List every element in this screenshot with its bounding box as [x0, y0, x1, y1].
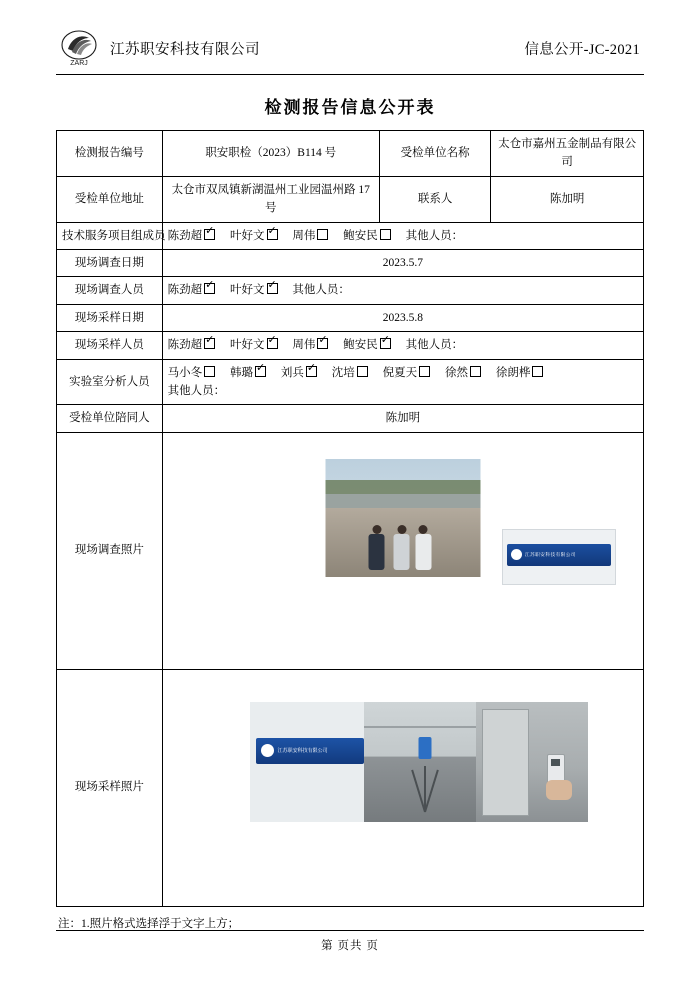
checkbox-icon[interactable]	[267, 283, 278, 294]
lab-staff-member	[281, 364, 319, 382]
checkbox-icon[interactable]	[267, 338, 278, 349]
sampling-staff-name: 叶好文	[230, 339, 265, 352]
checkbox-icon[interactable]	[357, 366, 368, 377]
sampling-photo-handheld	[476, 702, 588, 822]
page-footer	[56, 930, 644, 953]
sampling-photo-label: 现场采样照片	[57, 669, 163, 906]
checkbox-icon[interactable]	[380, 338, 391, 349]
sampling-photo-banner	[250, 702, 370, 822]
checkbox-icon[interactable]	[317, 229, 328, 240]
company-banner	[256, 738, 364, 764]
checkbox-icon[interactable]	[532, 366, 543, 377]
table-row	[57, 432, 644, 669]
survey-photo-group	[168, 437, 638, 665]
lab-staff-cell	[162, 359, 643, 405]
checkbox-icon[interactable]	[380, 229, 391, 240]
sampling-staff-name: 鲍安民	[343, 339, 378, 352]
lab-staff-member	[332, 364, 370, 382]
company-logo-icon	[56, 28, 102, 68]
lab-staff-name: 马小冬	[167, 366, 203, 379]
checkbox-icon[interactable]	[419, 366, 430, 377]
svg-text:ZARJ: ZARJ	[70, 60, 88, 67]
photo-person	[394, 525, 410, 570]
survey-staff-label: 现场调查人员	[57, 277, 163, 304]
client-name-label: 受检单位名称	[379, 131, 491, 177]
sampling-staff-member	[168, 336, 218, 354]
survey-date-label: 现场调查日期	[57, 249, 163, 276]
photo-person	[369, 525, 385, 570]
table-row	[57, 669, 644, 906]
photo-person	[415, 525, 431, 570]
survey-photo-label: 现场调查照片	[57, 432, 163, 669]
page-number: 第 页共 页	[321, 940, 379, 952]
checkbox-icon[interactable]	[267, 229, 278, 240]
lab-staff-member	[445, 364, 483, 382]
survey-photo-cell	[162, 432, 643, 669]
sampling-staff-others-label: 其他人员：	[405, 339, 464, 352]
sampling-photo-group	[168, 674, 638, 902]
sampling-staff-name: 周伟	[292, 339, 316, 352]
table-row	[57, 405, 644, 432]
photo-hand	[546, 780, 572, 800]
table-row	[57, 359, 644, 405]
lab-staff-line	[168, 364, 638, 382]
lab-staff-name: 徐朗桦	[495, 366, 531, 379]
lab-staff-member	[168, 364, 218, 382]
sampling-staff-member	[230, 336, 280, 354]
sampling-date-label: 现场采样日期	[57, 304, 163, 331]
team-member	[343, 227, 393, 245]
table-row	[57, 332, 644, 359]
survey-staff-name: 叶好文	[230, 284, 265, 297]
team-member-name: 陈劲超	[167, 229, 203, 242]
team-member	[292, 227, 330, 245]
table-row	[57, 131, 644, 177]
lab-staff-name: 沈培	[331, 366, 355, 379]
escort-value: 陈加明	[162, 405, 643, 432]
company-name: 江苏职安科技有限公司	[110, 41, 260, 58]
banner-logo-icon	[511, 549, 522, 560]
lab-staff-name: 韩璐	[230, 366, 254, 379]
table-row	[57, 277, 644, 304]
sampling-staff-member	[292, 336, 330, 354]
survey-staff-name: 陈劲超	[167, 284, 203, 297]
checkbox-icon[interactable]	[470, 366, 481, 377]
table-row	[57, 304, 644, 331]
team-member-name: 周伟	[292, 229, 316, 242]
survey-staff-others-label: 其他人员：	[292, 284, 350, 297]
client-address-label: 受检单位地址	[57, 176, 163, 222]
table-row	[57, 176, 644, 222]
survey-staff-member	[168, 281, 218, 299]
photo-fence	[364, 726, 482, 728]
checkbox-icon[interactable]	[204, 283, 215, 294]
checkbox-icon[interactable]	[204, 366, 215, 377]
contact-label: 联系人	[379, 176, 491, 222]
checkbox-icon[interactable]	[255, 366, 266, 377]
header-left-group	[56, 28, 260, 68]
document-code: 信息公开-JC-2021	[524, 41, 640, 58]
contact-value: 陈加明	[491, 176, 644, 222]
client-address-value: 太仓市双凤镇新湖温州工业园温州路 17 号	[162, 176, 379, 222]
footer-divider	[56, 930, 644, 931]
lab-others-label: 其他人员：	[167, 384, 226, 397]
team-member-name: 鲍安民	[343, 229, 378, 242]
team-member	[168, 227, 218, 245]
lab-staff-member	[230, 364, 268, 382]
survey-photo-main	[325, 459, 480, 577]
lab-staff-member	[383, 364, 433, 382]
sampling-staff-member	[343, 336, 393, 354]
client-name-value: 太仓市嘉州五金制品有限公司	[491, 131, 644, 177]
banner-logo-icon	[261, 744, 274, 757]
banner-text: 江苏职安科技有限公司	[525, 552, 576, 558]
footnote: 注：1.照片格式选择浮于文字上方；	[58, 917, 240, 930]
survey-date-value: 2023.5.7	[162, 249, 643, 276]
lab-staff-name: 徐然	[445, 366, 469, 379]
survey-photo-inset	[502, 529, 616, 585]
team-label: 技术服务项目组成员	[57, 222, 163, 249]
lab-staff-member	[496, 364, 546, 382]
sampling-photo-cell	[162, 669, 643, 906]
table-row	[57, 249, 644, 276]
report-no-label: 检测报告编号	[57, 131, 163, 177]
team-member-name: 叶好文	[230, 229, 265, 242]
sampling-date-value: 2023.5.8	[162, 304, 643, 331]
info-table	[56, 130, 644, 907]
table-row	[57, 222, 644, 249]
page-header	[56, 28, 644, 75]
survey-staff-member	[230, 281, 280, 299]
sampling-photo-instrument	[364, 702, 482, 822]
sampling-staff-label: 现场采样人员	[57, 332, 163, 359]
photo-tripod	[424, 766, 426, 812]
survey-staff-cell	[162, 277, 643, 304]
lab-staff-label: 实验室分析人员	[57, 359, 163, 405]
team-members-cell	[162, 222, 643, 249]
banner-text: 江苏职安科技有限公司	[277, 747, 328, 754]
team-others-label: 其他人员：	[405, 229, 464, 242]
team-member	[230, 227, 280, 245]
page-title: 检测报告信息公开表	[264, 98, 436, 117]
report-no-value: 职安职检（2023）B114 号	[162, 131, 379, 177]
sampling-staff-name: 陈劲超	[167, 339, 203, 352]
escort-label: 受检单位陪同人	[57, 405, 163, 432]
company-banner	[507, 544, 611, 566]
photo-meter	[419, 737, 432, 759]
photo-door	[482, 709, 529, 817]
lab-staff-name: 刘兵	[280, 366, 304, 379]
lab-staff-name: 倪夏天	[382, 366, 418, 379]
checkbox-icon[interactable]	[317, 338, 328, 349]
checkbox-icon[interactable]	[204, 229, 215, 240]
sampling-staff-cell	[162, 332, 643, 359]
checkbox-icon[interactable]	[204, 338, 215, 349]
checkbox-icon[interactable]	[306, 366, 317, 377]
